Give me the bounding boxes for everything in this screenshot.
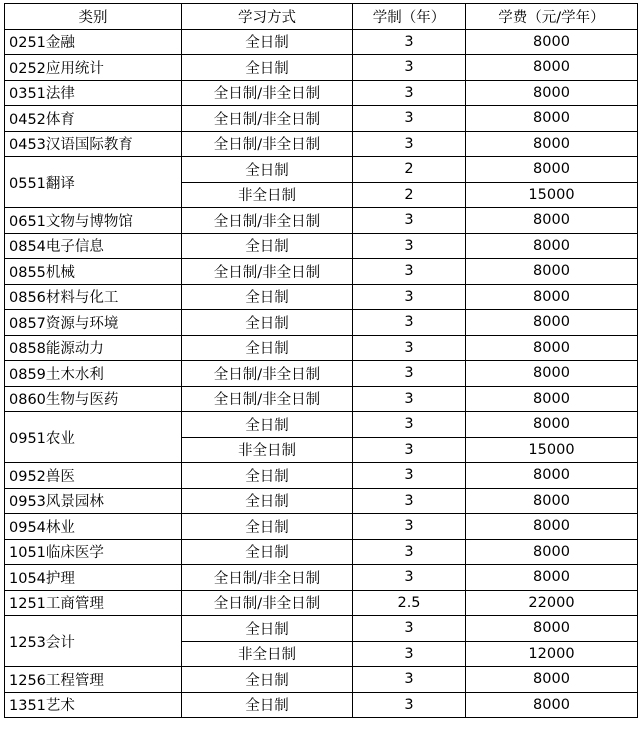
category-cell: 0251金融 (5, 29, 182, 55)
category-cell: 0953风景园林 (5, 488, 182, 514)
table-row (5, 463, 638, 489)
study-mode-cell: 全日制/非全日制 (182, 80, 353, 106)
study-mode-cell: 全日制 (182, 284, 353, 310)
tuition-cell: 8000 (466, 55, 638, 81)
study-mode-cell: 全日制/非全日制 (182, 259, 353, 285)
duration-cell: 3 (353, 667, 466, 693)
study-mode-cell: 全日制 (182, 412, 353, 438)
tuition-cell: 8000 (466, 131, 638, 157)
tuition-cell: 8000 (466, 514, 638, 540)
category-cell: 0351法律 (5, 80, 182, 106)
study-mode-cell: 全日制/非全日制 (182, 131, 353, 157)
duration-cell: 3 (353, 412, 466, 438)
table-row (5, 55, 638, 81)
category-cell: 0860生物与医药 (5, 386, 182, 412)
table-row (5, 29, 638, 55)
category-cell: 1351艺术 (5, 692, 182, 718)
header-tuition: 学费（元/学年） (466, 4, 638, 30)
header-row (5, 4, 638, 30)
category-cell: 1054护理 (5, 565, 182, 591)
study-mode-cell: 全日制 (182, 29, 353, 55)
tuition-cell: 8000 (466, 692, 638, 718)
study-mode-cell: 非全日制 (182, 182, 353, 208)
tuition-cell: 12000 (466, 641, 638, 667)
category-cell: 0954林业 (5, 514, 182, 540)
category-cell: 0857资源与环境 (5, 310, 182, 336)
tuition-cell: 8000 (466, 259, 638, 285)
table-row (5, 386, 638, 412)
study-mode-cell: 全日制 (182, 488, 353, 514)
tuition-cell: 8000 (466, 157, 638, 183)
table-row (5, 565, 638, 591)
category-cell: 0855机械 (5, 259, 182, 285)
table-row (5, 208, 638, 234)
table-row (5, 131, 638, 157)
category-cell: 0452体育 (5, 106, 182, 132)
duration-cell: 3 (353, 233, 466, 259)
study-mode-cell: 全日制 (182, 539, 353, 565)
tuition-cell: 15000 (466, 437, 638, 463)
table-row (5, 590, 638, 616)
duration-cell: 3 (353, 80, 466, 106)
duration-cell: 3 (353, 55, 466, 81)
category-cell: 0859土木水利 (5, 361, 182, 387)
study-mode-cell: 全日制 (182, 514, 353, 540)
tuition-cell: 8000 (466, 106, 638, 132)
study-mode-cell: 全日制/非全日制 (182, 386, 353, 412)
table-row (5, 539, 638, 565)
table-row (5, 412, 638, 438)
study-mode-cell: 全日制/非全日制 (182, 208, 353, 234)
study-mode-cell: 全日制/非全日制 (182, 106, 353, 132)
category-cell: 0856材料与化工 (5, 284, 182, 310)
category-cell: 0453汉语国际教育 (5, 131, 182, 157)
duration-cell: 3 (353, 514, 466, 540)
study-mode-cell: 全日制 (182, 310, 353, 336)
duration-cell: 3 (353, 616, 466, 642)
table-row (5, 233, 638, 259)
tuition-table (4, 3, 638, 718)
category-cell: 0854电子信息 (5, 233, 182, 259)
tuition-cell: 15000 (466, 182, 638, 208)
category-cell: 1253会计 (5, 616, 182, 667)
tuition-cell: 8000 (466, 310, 638, 336)
category-cell: 1256工程管理 (5, 667, 182, 693)
table-row (5, 310, 638, 336)
study-mode-cell: 非全日制 (182, 641, 353, 667)
tuition-cell: 8000 (466, 565, 638, 591)
category-cell: 0252应用统计 (5, 55, 182, 81)
tuition-cell: 8000 (466, 463, 638, 489)
tuition-cell: 8000 (466, 386, 638, 412)
tuition-cell: 22000 (466, 590, 638, 616)
tuition-cell: 8000 (466, 80, 638, 106)
tuition-cell: 8000 (466, 488, 638, 514)
duration-cell: 2 (353, 182, 466, 208)
duration-cell: 3 (353, 310, 466, 336)
duration-cell: 3 (353, 106, 466, 132)
header-duration: 学制（年） (353, 4, 466, 30)
category-cell: 0651文物与博物馆 (5, 208, 182, 234)
tuition-cell: 8000 (466, 29, 638, 55)
duration-cell: 3 (353, 488, 466, 514)
table-row (5, 514, 638, 540)
duration-cell: 3 (353, 335, 466, 361)
duration-cell: 3 (353, 565, 466, 591)
tuition-cell: 8000 (466, 616, 638, 642)
table-row (5, 335, 638, 361)
header-category: 类别 (5, 4, 182, 30)
duration-cell: 3 (353, 692, 466, 718)
table-row (5, 361, 638, 387)
duration-cell: 3 (353, 208, 466, 234)
duration-cell: 3 (353, 641, 466, 667)
study-mode-cell: 全日制 (182, 335, 353, 361)
duration-cell: 3 (353, 284, 466, 310)
duration-cell: 3 (353, 29, 466, 55)
category-cell: 0951农业 (5, 412, 182, 463)
study-mode-cell: 全日制 (182, 692, 353, 718)
category-cell: 0858能源动力 (5, 335, 182, 361)
tuition-cell: 8000 (466, 539, 638, 565)
table-row (5, 259, 638, 285)
study-mode-cell: 全日制/非全日制 (182, 565, 353, 591)
header-study-mode: 学习方式 (182, 4, 353, 30)
study-mode-cell: 全日制 (182, 233, 353, 259)
tuition-cell: 8000 (466, 208, 638, 234)
tuition-cell: 8000 (466, 335, 638, 361)
duration-cell: 3 (353, 361, 466, 387)
duration-cell: 2 (353, 157, 466, 183)
category-cell: 0551翻译 (5, 157, 182, 208)
study-mode-cell: 全日制 (182, 667, 353, 693)
study-mode-cell: 非全日制 (182, 437, 353, 463)
duration-cell: 3 (353, 131, 466, 157)
study-mode-cell: 全日制/非全日制 (182, 361, 353, 387)
duration-cell: 3 (353, 539, 466, 565)
category-cell: 1051临床医学 (5, 539, 182, 565)
table-row (5, 284, 638, 310)
tuition-cell: 8000 (466, 667, 638, 693)
tuition-cell: 8000 (466, 412, 638, 438)
duration-cell: 2.5 (353, 590, 466, 616)
study-mode-cell: 全日制 (182, 157, 353, 183)
study-mode-cell: 全日制 (182, 616, 353, 642)
duration-cell: 3 (353, 386, 466, 412)
study-mode-cell: 全日制 (182, 55, 353, 81)
study-mode-cell: 全日制/非全日制 (182, 590, 353, 616)
table-row (5, 616, 638, 642)
table-body (5, 29, 638, 718)
category-cell: 0952兽医 (5, 463, 182, 489)
category-cell: 1251工商管理 (5, 590, 182, 616)
tuition-cell: 8000 (466, 361, 638, 387)
table-row (5, 667, 638, 693)
tuition-cell: 8000 (466, 233, 638, 259)
table-row (5, 488, 638, 514)
duration-cell: 3 (353, 463, 466, 489)
tuition-cell: 8000 (466, 284, 638, 310)
duration-cell: 3 (353, 437, 466, 463)
table-row (5, 692, 638, 718)
table-row (5, 80, 638, 106)
duration-cell: 3 (353, 259, 466, 285)
table-row (5, 106, 638, 132)
table-row (5, 157, 638, 183)
study-mode-cell: 全日制 (182, 463, 353, 489)
